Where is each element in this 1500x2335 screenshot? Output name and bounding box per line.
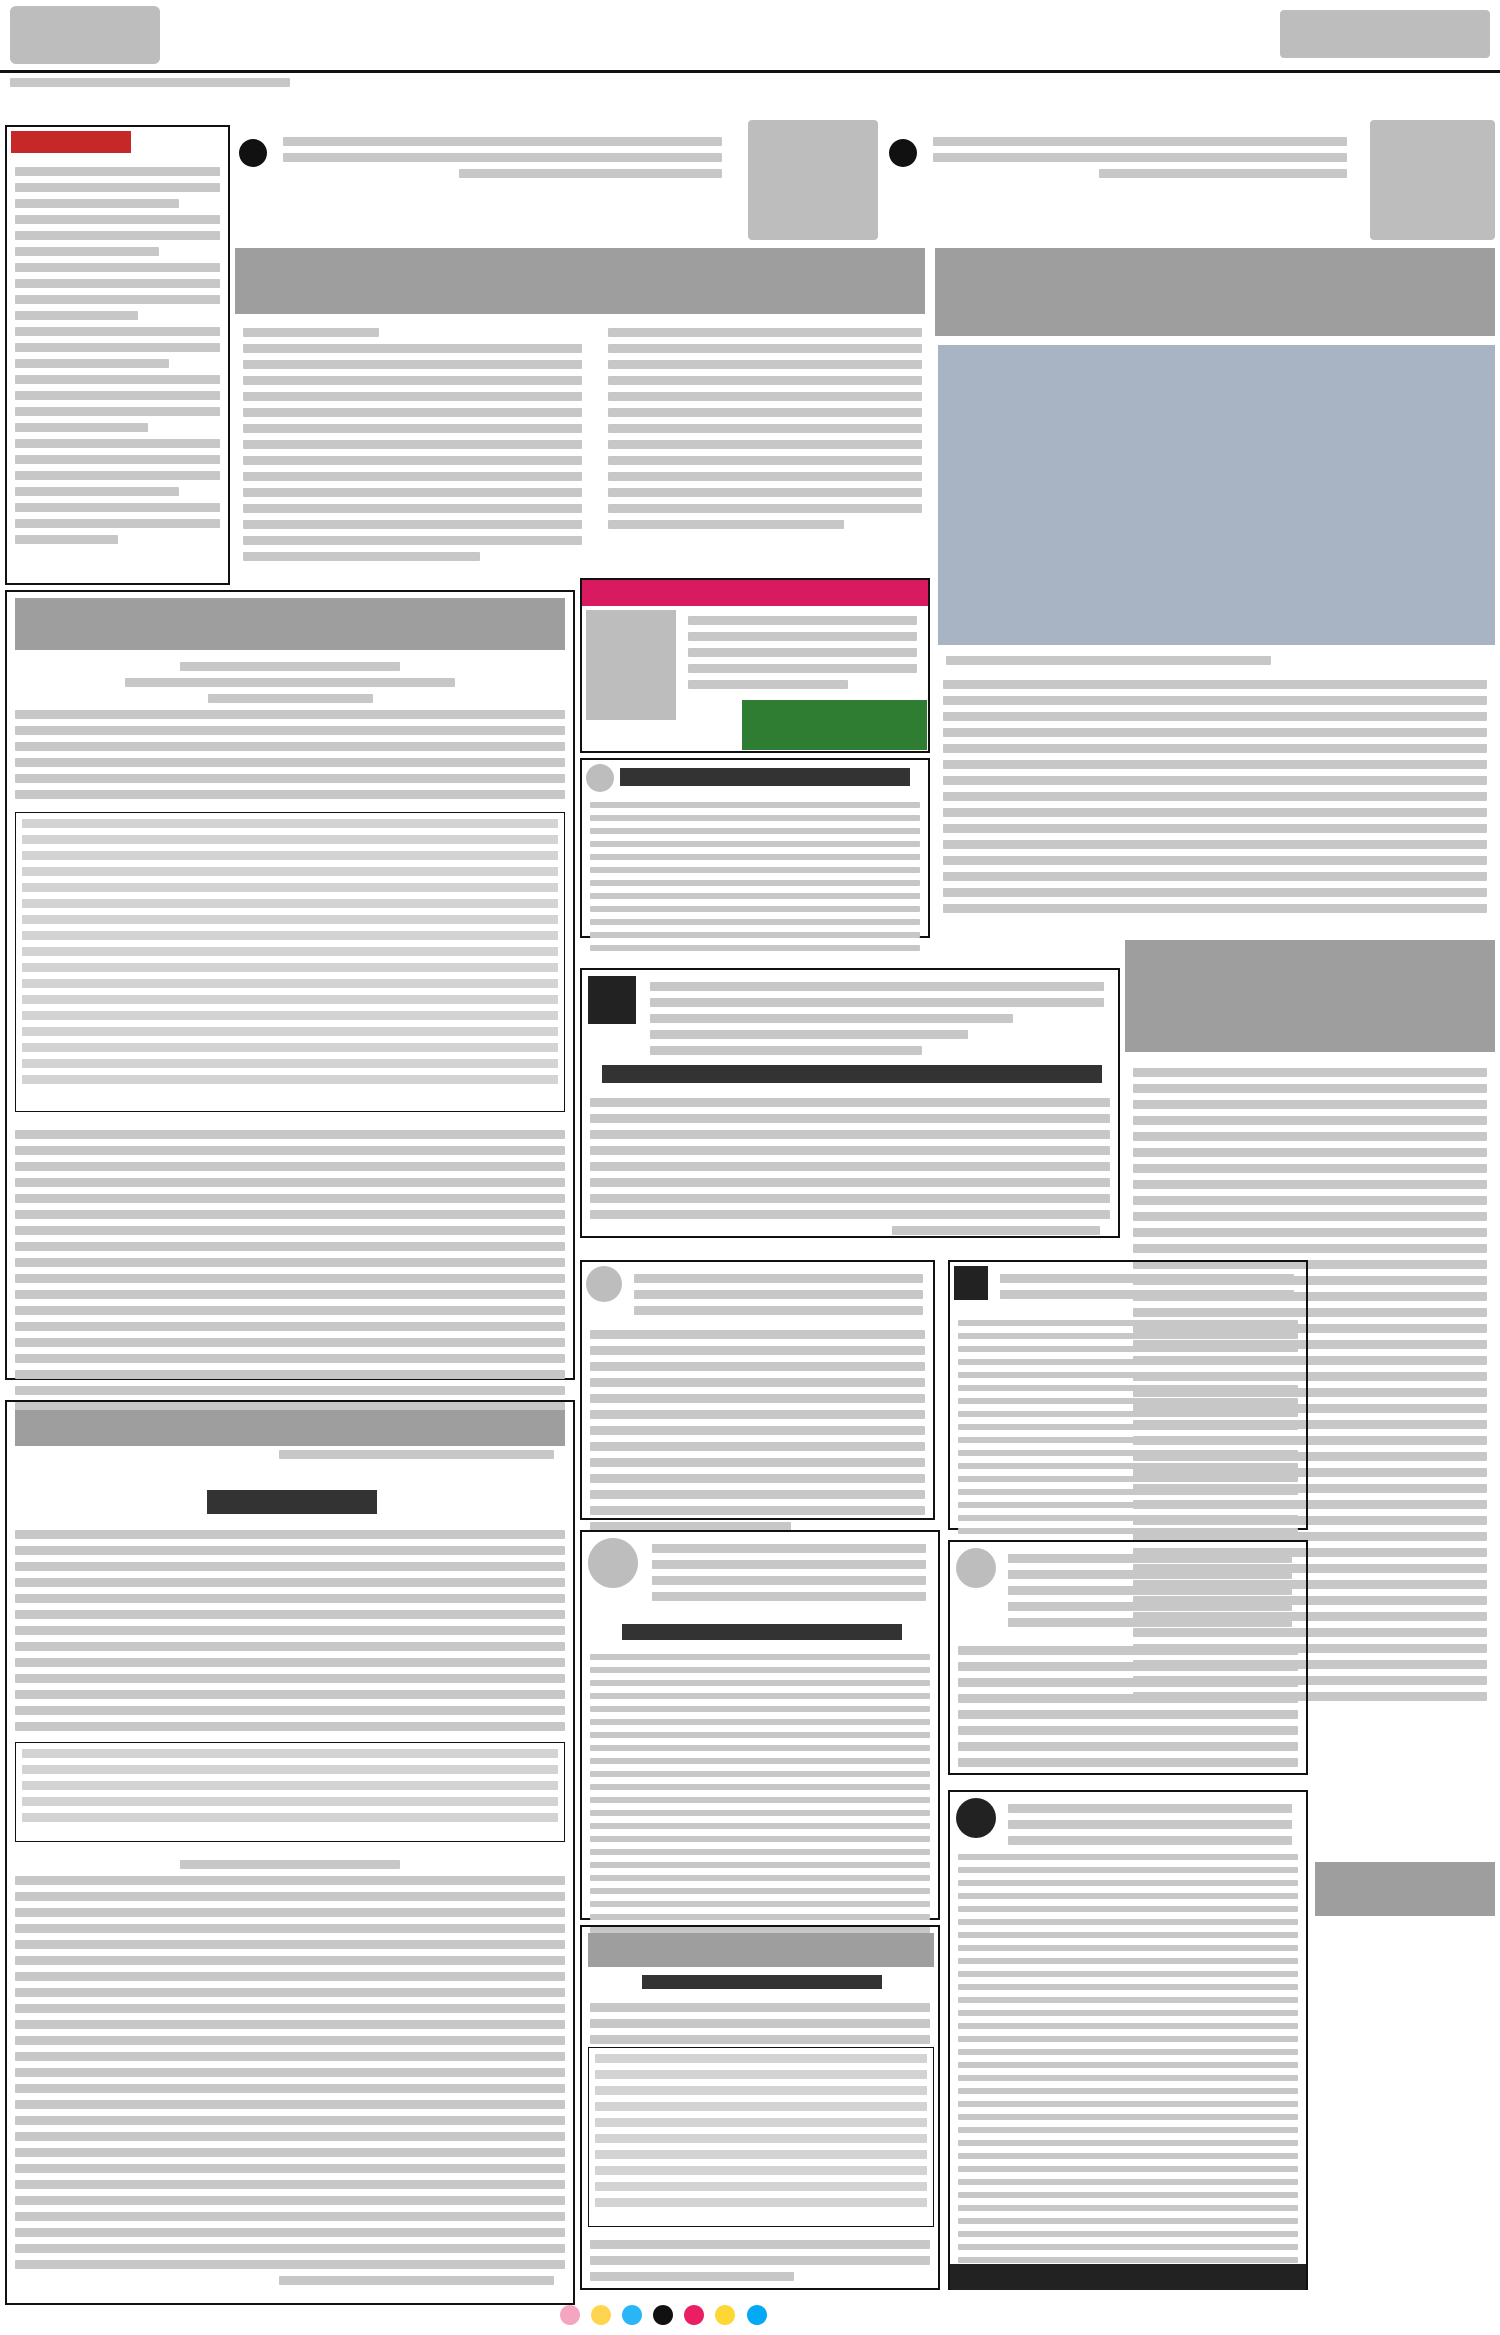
registration-mark-icon bbox=[591, 2305, 611, 2325]
cipet-logo bbox=[588, 976, 636, 1024]
registration-marks bbox=[560, 2305, 880, 2329]
quote-icon bbox=[889, 139, 917, 167]
section-title-block bbox=[1280, 10, 1490, 58]
cwc-advertisement bbox=[580, 1530, 940, 1920]
marriage-advertisement bbox=[580, 578, 930, 753]
dhenkanal-notice bbox=[5, 590, 575, 1380]
quote-icon bbox=[239, 139, 267, 167]
hockey-story bbox=[935, 672, 1495, 932]
registration-mark-icon bbox=[653, 2305, 673, 2325]
water-crisis-headline bbox=[1315, 1862, 1495, 1916]
brief-news-heading bbox=[11, 131, 131, 153]
aai-logo bbox=[954, 1266, 988, 1300]
registration-mark-icon bbox=[560, 2305, 580, 2325]
hockey-expert-photo bbox=[1370, 120, 1495, 240]
hockey-team-photo bbox=[938, 345, 1495, 645]
odisha-agro-advertisement bbox=[580, 1260, 935, 1520]
paralakhemundi-title bbox=[15, 1410, 565, 1446]
brief-news-body bbox=[7, 159, 228, 559]
sail-tagline-bar bbox=[950, 2264, 1306, 2290]
wrestler-photo bbox=[748, 120, 878, 240]
women-hockey-headline bbox=[935, 248, 1495, 336]
jafar-story-col2 bbox=[600, 320, 930, 560]
cipet-advertisement bbox=[580, 968, 1120, 1238]
registration-mark-icon bbox=[684, 2305, 704, 2325]
masthead bbox=[0, 0, 1500, 70]
jafar-story-col1 bbox=[235, 320, 590, 580]
bsnl-logo bbox=[956, 1548, 996, 1588]
jafar-century-headline bbox=[235, 248, 925, 314]
sail-logo bbox=[956, 1798, 996, 1838]
newspaper-logo bbox=[10, 6, 160, 64]
sail-advertisement bbox=[948, 1790, 1308, 2290]
couple-photo bbox=[586, 610, 676, 720]
cup-advertisement bbox=[580, 758, 930, 938]
probe-headline bbox=[1125, 940, 1495, 1052]
masthead-divider bbox=[0, 70, 1500, 73]
nhai-table bbox=[588, 2047, 934, 2227]
bsnl-advertisement bbox=[948, 1540, 1308, 1775]
nhai-title bbox=[588, 1933, 934, 1967]
nhai-advertisement bbox=[580, 1925, 940, 2290]
quote-left bbox=[235, 125, 745, 235]
cup-logo bbox=[586, 764, 614, 792]
marriage-ad-banner bbox=[582, 580, 928, 606]
registration-mark-icon bbox=[747, 2305, 767, 2325]
paralakhemundi-notice bbox=[5, 1400, 575, 2305]
dateline bbox=[10, 78, 290, 98]
paralakhemundi-table bbox=[15, 1742, 565, 1842]
odisha-agro-logo bbox=[586, 1266, 622, 1302]
marriage-ad-phone bbox=[742, 700, 927, 750]
quote-right bbox=[885, 125, 1365, 235]
registration-mark-icon bbox=[622, 2305, 642, 2325]
aai-advertisement bbox=[948, 1260, 1308, 1530]
cwc-logo bbox=[588, 1538, 638, 1588]
dhenkanal-tender-table bbox=[15, 812, 565, 1112]
hockey-photo-caption bbox=[938, 648, 1495, 668]
dhenkanal-notice-title bbox=[15, 598, 565, 650]
brief-news-column bbox=[5, 125, 230, 585]
registration-mark-icon bbox=[715, 2305, 735, 2325]
